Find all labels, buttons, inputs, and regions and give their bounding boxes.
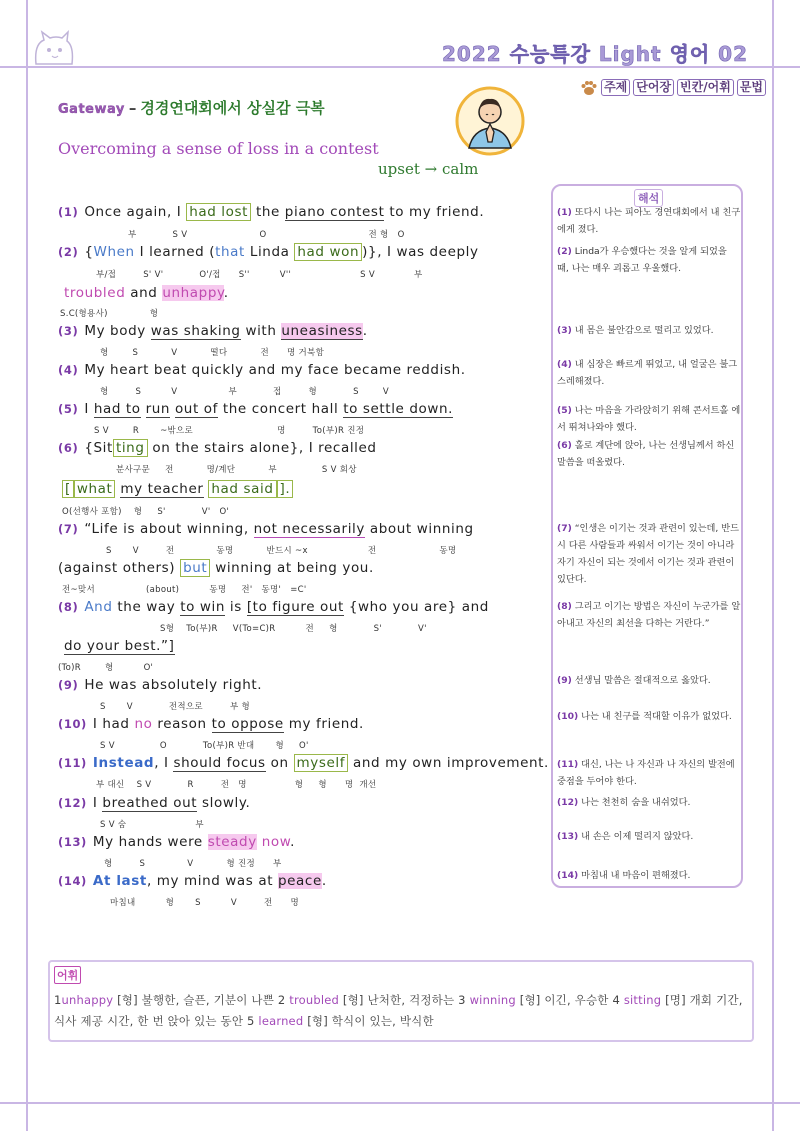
annotation-5: S V R ~밖으로 명 To(부)R 진정 <box>94 426 365 436</box>
interpretation-title: 해석 <box>634 189 663 207</box>
sentence-4: (4) My heart beat quickly and my face became reddish. <box>58 362 466 378</box>
interp-item-8: (8) 그리고 이기는 방법은 자신이 누군가를 알아내고 자신의 최선을 다하는 거란다.” <box>557 601 741 629</box>
sentence-number: (1) <box>58 205 79 219</box>
series-title: 2022 수능특강 Light 영어 02 <box>442 42 748 66</box>
annotation-10: S V O To(부)R 반대 형 O' <box>100 741 309 751</box>
annotation-4: 형 S V 부 접 형 S V <box>100 387 389 397</box>
interp-item-14: (14) 마침내 내 마음이 편해졌다. <box>557 870 691 881</box>
tab-wordlist[interactable]: 단어장 <box>633 79 674 96</box>
interp-item-13: (13) 내 손은 이제 떨리지 않았다. <box>557 831 694 842</box>
frame-left-line <box>26 0 28 1131</box>
interp-item-1: (1) 또다시 나는 피아노 경연대회에서 내 친구에게 졌다. <box>557 207 741 235</box>
annotation-3: 형 S V 떨다 전 명 거북함 <box>100 348 325 358</box>
sentence-2-cont: troubled and unhappy. <box>64 285 229 301</box>
lesson-title: Gateway – 경경연대회에서 상실감 극복 <box>58 99 325 117</box>
annotation-2: 부/접 S' V' O'/접 S'' V'' S V 부 <box>96 270 423 280</box>
tab-grammar[interactable]: 문법 <box>737 79 766 96</box>
frame-right-line <box>772 0 774 1131</box>
interp-item-5: (5) 나는 마음을 가라앉히기 위해 콘서트홀 에서 뛰쳐나와야 했다. <box>557 405 741 433</box>
annotation-14: 마침내 형 S V 전 명 <box>110 898 300 908</box>
annotation-1: 부 S V O 전 형 O <box>128 230 405 240</box>
annotation-7: S V 전 동명 반드시 ~x 전 동명 <box>106 546 457 556</box>
vocab-term: learned <box>258 1014 304 1028</box>
sentence-11: (11) Instead, I should focus on myself and my own improvement. <box>58 755 549 771</box>
interp-item-6: (6) 홀로 계단에 앉아, 나는 선생님께서 하신 말씀을 떠올렸다. <box>557 440 735 468</box>
interp-item-9: (9) 선생님 말씀은 절대적으로 옳았다. <box>557 675 711 686</box>
annotation-8: S형 To(부)R V(To=C)R 전 형 S' V' <box>160 624 427 634</box>
annotation-6: 분사구문 전 명/계단 부 S V 회상 <box>116 465 357 475</box>
interp-item-4: (4) 내 심장은 빠르게 뛰었고, 내 얼굴은 불그스레해졌다. <box>557 359 738 387</box>
gateway-label: Gateway <box>58 102 125 117</box>
interp-item-3: (3) 내 몸은 불안감으로 떨리고 있었다. <box>557 325 714 336</box>
annotation-7b: 전~맞서 (about) 동명 전' 동명' =C' <box>62 585 307 595</box>
sentence-6-cont: [ what my teacher had said ]. <box>62 480 293 498</box>
annotation-2b: S.C(형용사) 형 <box>60 309 159 319</box>
annotation-13: 형 S V 형 진정 부 <box>104 859 282 869</box>
vocab-term: winning <box>469 993 516 1007</box>
interp-item-10: (10) 나는 내 친구를 적대할 이유가 없었다. <box>557 711 732 722</box>
vocab-term: unhappy <box>61 993 114 1007</box>
sentence-7: (7) “Life is about winning, not necessarily about winning <box>58 521 474 537</box>
praying-person-icon <box>455 86 525 156</box>
title-ko: 경경연대회에서 상실감 극복 <box>140 99 325 117</box>
sentence-10: (10) I had no reason to oppose my friend. <box>58 716 364 732</box>
sentence-6: (6) {Sit ting on the stairs alone}, I recalled <box>58 440 377 456</box>
interp-item-11: (11) 대신, 나는 나 자신과 나 자신의 발전에 중점을 두어야 한다. <box>557 759 735 787</box>
sentence-8-cont: do your best.”] <box>64 638 175 654</box>
frame-bottom-line <box>0 1102 800 1104</box>
paw-icon <box>580 80 598 96</box>
annotation-12: S V 숨 부 <box>100 820 204 830</box>
sentence-12: (12) I breathed out slowly. <box>58 795 251 811</box>
verb-had-lost: had lost <box>186 203 251 221</box>
sentence-3: (3) My body was shaking with uneasiness. <box>58 323 368 339</box>
vocab-term: sitting <box>623 993 662 1007</box>
vocab-title: 어휘 <box>54 966 81 984</box>
sentence-1: (1) Once again, I had lost the piano contest to my friend. <box>58 204 485 220</box>
vocab-term: troubled <box>289 993 340 1007</box>
annotation-6b: O(선행사 포함) 형 S' V' O' <box>62 507 230 517</box>
sentence-7-cont: (against others) but winning at being you. <box>58 560 374 576</box>
interp-item-2: (2) Linda가 우승했다는 것을 알게 되었을 때, 나는 매우 괴롭고 우울했다. <box>557 246 727 274</box>
annotation-8b: (To)R 형 O' <box>58 663 154 673</box>
verb-had-won: had won <box>294 243 362 261</box>
sentence-8: (8) And the way to win is [to figure out {who you are} and <box>58 599 489 615</box>
sentence-14: (14) At last, my mind was at peace. <box>58 873 327 889</box>
interp-item-7: (7) “인생은 이기는 것과 관련이 있는데, 반드시 다른 사람들과 싸워서 이기는 것이 아니라 자기 자신이 되는 것에서 이기는 것과 관련이 있단다. <box>557 523 740 585</box>
mood-transition: upset → calm <box>378 160 479 178</box>
vocab-list: 1unhappy [형] 불행한, 슬픈, 기분이 나쁜 2 troubled [형] 난처한, 걱정하는 3 winning [형] 이긴, 우승한 4 sitting [명] 개회 기간, 식사 제공 시간, 한 번 앉아 있는 동안 5 learned [형] 학식이 있는, 박식한 <box>54 993 743 1028</box>
nav-tags <box>580 79 766 96</box>
tab-blank-vocab[interactable]: 빈칸/어휘 <box>677 79 734 96</box>
sentence-2: (2) {When I learned (that Linda had won )}, I was deeply <box>58 244 479 260</box>
annotation-11: 부 대신 S V R 전 명 형 형 명 개선 <box>96 780 377 790</box>
annotation-9: S V 전적으로 부 형 <box>100 702 250 712</box>
lesson-subtitle: Overcoming a sense of loss in a contest <box>58 139 379 158</box>
interp-item-12: (12) 나는 천천히 숨을 내쉬었다. <box>557 797 691 808</box>
sentence-9: (9) He was absolutely right. <box>58 677 263 693</box>
sentence-13: (13) My hands were steady now. <box>58 834 296 850</box>
tab-topic[interactable]: 주제 <box>601 79 630 96</box>
cat-logo-icon <box>30 30 78 70</box>
sentence-5: (5) I had to run out of the concert hall to settle down. <box>58 401 454 417</box>
